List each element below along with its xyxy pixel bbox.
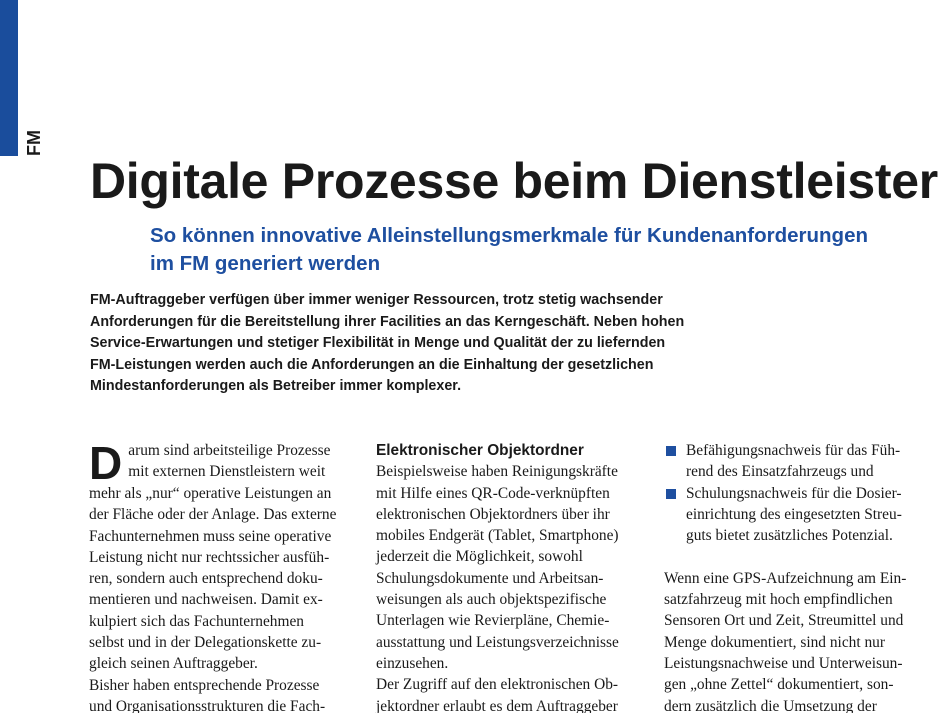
subtitle-line: So können innovative Alleinstellungsmerkmale für Kundenanforderungen bbox=[150, 224, 868, 247]
lead-line: FM-Auftraggeber verfügen über immer weniger Ressourcen, trotz stetig wachsender bbox=[90, 292, 663, 308]
section-color-bar bbox=[0, 0, 18, 156]
body-column-2 bbox=[376, 440, 640, 713]
body-line: Bisher haben entsprechende Prozesse bbox=[89, 676, 320, 694]
lead-line: Mindestanforderungen als Betreiber immer komplexer. bbox=[90, 378, 462, 395]
body-line: Schulungsdokumente und Arbeitsan- bbox=[376, 569, 604, 587]
body-line: jektordner erlaubt es dem Auftraggeber bbox=[376, 697, 618, 713]
body-line: Sensoren Ort und Zeit, Streumittel und bbox=[664, 612, 904, 630]
lead-line: FM-Leistungen werden auch die Anforderungen an die Einhaltung der gesetzlichen bbox=[90, 356, 654, 373]
body-line: elektronischen Objektordners über ihr bbox=[376, 505, 610, 523]
body-line: Beispielsweise haben Reinigungskräfte bbox=[376, 463, 618, 481]
body-line: mit externen Dienstleistern weit bbox=[128, 463, 326, 481]
body-line: arum sind arbeitsteilige Prozesse bbox=[128, 442, 331, 459]
bullet-line: Befähigungsnachweis für das Füh- bbox=[686, 442, 901, 459]
body-line: Menge dokumentiert, sind nicht nur bbox=[664, 633, 885, 651]
body-line: mentieren und nachweisen. Damit ex- bbox=[89, 591, 323, 609]
bullet-item bbox=[664, 483, 926, 547]
drop-cap: D bbox=[89, 437, 123, 489]
lead-line: Service-Erwartungen und stetiger Flexibilität in Menge und Qualität der zu liefernden bbox=[90, 335, 666, 352]
body-line: Leistungsnachweise und Unterweisun- bbox=[664, 654, 903, 672]
body-line: ren, sondern auch entsprechend doku- bbox=[89, 570, 323, 588]
body-line: satzfahrzeug mit hoch empfindlichen bbox=[664, 591, 893, 609]
body-line: kulpiert sich das Fachunternehmen bbox=[89, 612, 304, 630]
body-line: Der Zugriff auf den elektronischen Ob- bbox=[376, 676, 619, 694]
body-line: jederzeit die Möglichkeit, sowohl bbox=[376, 548, 583, 566]
bullet-line: Schulungsnachweis für die Dosier- bbox=[686, 484, 902, 502]
square-bullet-icon bbox=[666, 446, 676, 456]
body-line: Unterlagen wie Revierpläne, Chemie- bbox=[376, 612, 610, 630]
body-line: einzusehen. bbox=[376, 654, 449, 672]
body-line: mobiles Endgerät (Tablet, Smartphone) bbox=[376, 527, 619, 545]
body-line: mit Hilfe eines QR-Code-verknüpften bbox=[376, 484, 610, 502]
body-column-1 bbox=[89, 437, 353, 713]
lead-line: Anforderungen für die Bereitstellung ihrer Facilities an das Kerngeschäft. Neben hohen bbox=[90, 313, 685, 330]
body-line: Fachunternehmen muss seine operative bbox=[89, 527, 332, 545]
bullet-line: einrichtung des eingesetzten Streu- bbox=[686, 505, 902, 523]
body-line: und Organisationsstrukturen die Fach- bbox=[89, 697, 326, 713]
body-line: der Fläche oder der Anlage. Das externe bbox=[89, 506, 337, 524]
bullet-line: rend des Einsatzfahrzeugs und bbox=[686, 463, 874, 481]
section-label: FM bbox=[24, 130, 44, 156]
subtitle-line: im FM generiert werden bbox=[150, 252, 381, 275]
article-subtitle bbox=[150, 222, 940, 278]
section-heading: Elektronischer Objektordner bbox=[376, 442, 584, 459]
body-line: selbst und in der Delegationskette zu- bbox=[89, 634, 322, 652]
body-line: gleich seinen Auftraggeber. bbox=[89, 655, 258, 673]
article-title: Digitale Prozesse beim Dienstleister bbox=[90, 153, 938, 209]
bullet-line: guts bietet zusätzliches Potenzial. bbox=[686, 527, 893, 545]
paragraph-spacer bbox=[664, 546, 926, 567]
body-column-3 bbox=[664, 440, 926, 713]
body-line: gen „ohne Zettel“ dokumentiert, son- bbox=[664, 676, 894, 694]
bullet-item bbox=[664, 440, 926, 483]
square-bullet-icon bbox=[666, 489, 676, 499]
body-line: ausstattung und Leistungsverzeichnisse bbox=[376, 633, 619, 651]
body-line: Wenn eine GPS-Aufzeichnung am Ein- bbox=[664, 569, 907, 587]
body-line: mehr als „nur“ operative Leistungen an bbox=[89, 485, 332, 502]
lead-paragraph bbox=[90, 290, 790, 398]
body-line: dern zusätzlich die Umsetzung der bbox=[664, 697, 877, 713]
body-line: weisungen als auch objektspezifische bbox=[376, 591, 607, 609]
body-line: Leistung nicht nur rechtssicher ausfüh- bbox=[89, 548, 330, 566]
